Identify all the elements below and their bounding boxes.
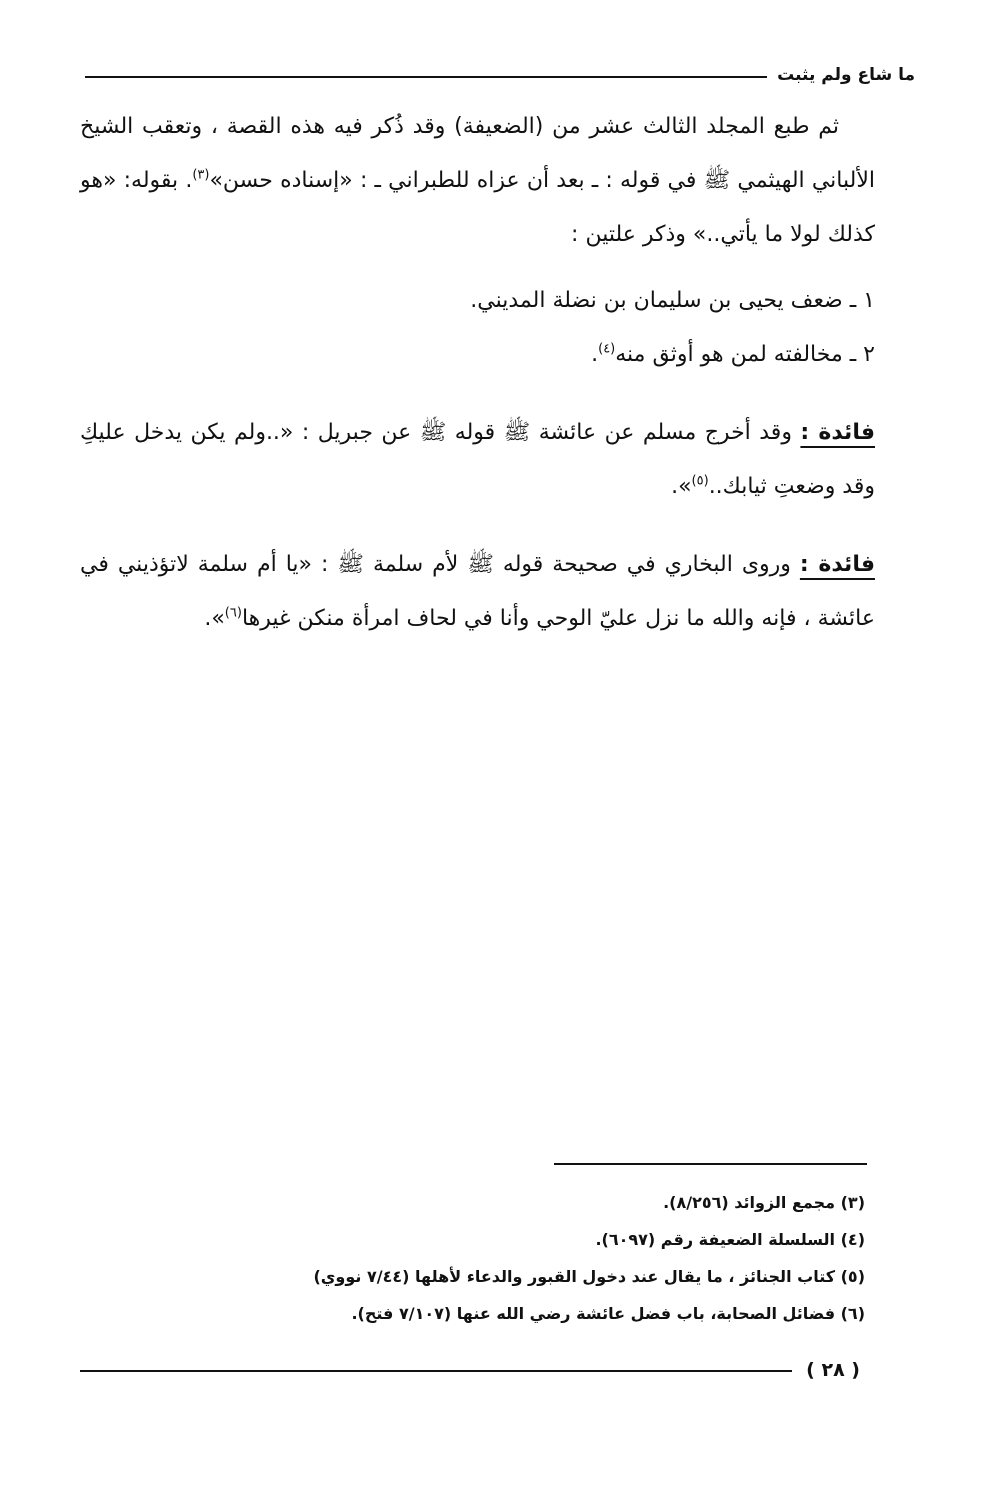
paragraph-3	[80, 538, 875, 646]
faida-label-2: فائدة :	[799, 552, 875, 577]
page-number: ( ٢٨ )	[806, 1359, 860, 1381]
footnotes	[80, 1184, 865, 1332]
paragraph-1-tail: . بقوله: «هو كذلك لولا ما يأتي..» وذكر علتين :	[80, 168, 875, 247]
header-rule	[85, 76, 767, 78]
running-title: ما شاع ولم يثبت	[777, 65, 915, 85]
footnote-3: (٣) مجمع الزوائد (٨/٢٥٦).	[663, 1193, 865, 1212]
paragraph-2	[80, 406, 875, 514]
faida-label-1: فائدة :	[800, 420, 875, 445]
footnote-ref-3: (٣)	[192, 167, 210, 183]
list-item-2	[80, 328, 875, 382]
footnote-separator	[554, 1163, 867, 1165]
main-text	[80, 100, 875, 646]
footer-rule	[80, 1370, 792, 1372]
paragraph-1	[80, 100, 875, 262]
list-item-1	[80, 274, 875, 328]
paragraph-2-tail: ».	[671, 474, 692, 499]
list-item-1-text: ١ ـ ضعف يحيى بن سليمان بن نضلة المديني.	[470, 288, 875, 313]
page-footer	[80, 1352, 860, 1388]
paragraph-2-text: وقد أخرج مسلم عن عائشة ﷺ قوله ﷺ عن جبريل : «..ولم يكن يدخل عليكِ وقد وضعتِ ثيابك..	[80, 420, 875, 499]
list-item-2-tail: .	[591, 342, 599, 367]
running-header	[85, 60, 915, 90]
footnote-ref-4: (٤)	[598, 341, 616, 357]
footnote-5: (٥) كتاب الجنائز ، ما يقال عند دخول القبور والدعاء لأهلها (٧/٤٤ نووي)	[313, 1267, 865, 1286]
footnote-ref-6: (٦)	[224, 605, 242, 621]
paragraph-3-tail: ».	[204, 606, 225, 631]
footnote-ref-5: (٥)	[691, 473, 709, 489]
paragraph-3-text: وروى البخاري في صحيحة قوله ﷺ لأم سلمة ﷺ : «يا أم سلمة لاتؤذيني في عائشة ، فإنه والله ما نزل عليّ الوحي وأنا في لحاف امرأة منكن غيرها	[80, 552, 875, 631]
footnote-4: (٤) السلسلة الضعيفة رقم (٦٠٩٧).	[595, 1230, 865, 1249]
footnote-6: (٦) فضائل الصحابة، باب فضل عائشة رضي الله عنها (٧/١٠٧ فتح).	[351, 1304, 865, 1323]
list-item-2-text: ٢ ـ مخالفته لمن هو أوثق منه	[615, 342, 875, 367]
paragraph-1-text: ثم طبع المجلد الثالث عشر من (الضعيفة) وقد ذُكر فيه هذه القصة ، وتعقب الشيخ الألباني الهيثمي ﷺ في قوله : ـ بعد أن عزاه للطبراني ـ : «إسناده حسن»	[80, 114, 876, 193]
